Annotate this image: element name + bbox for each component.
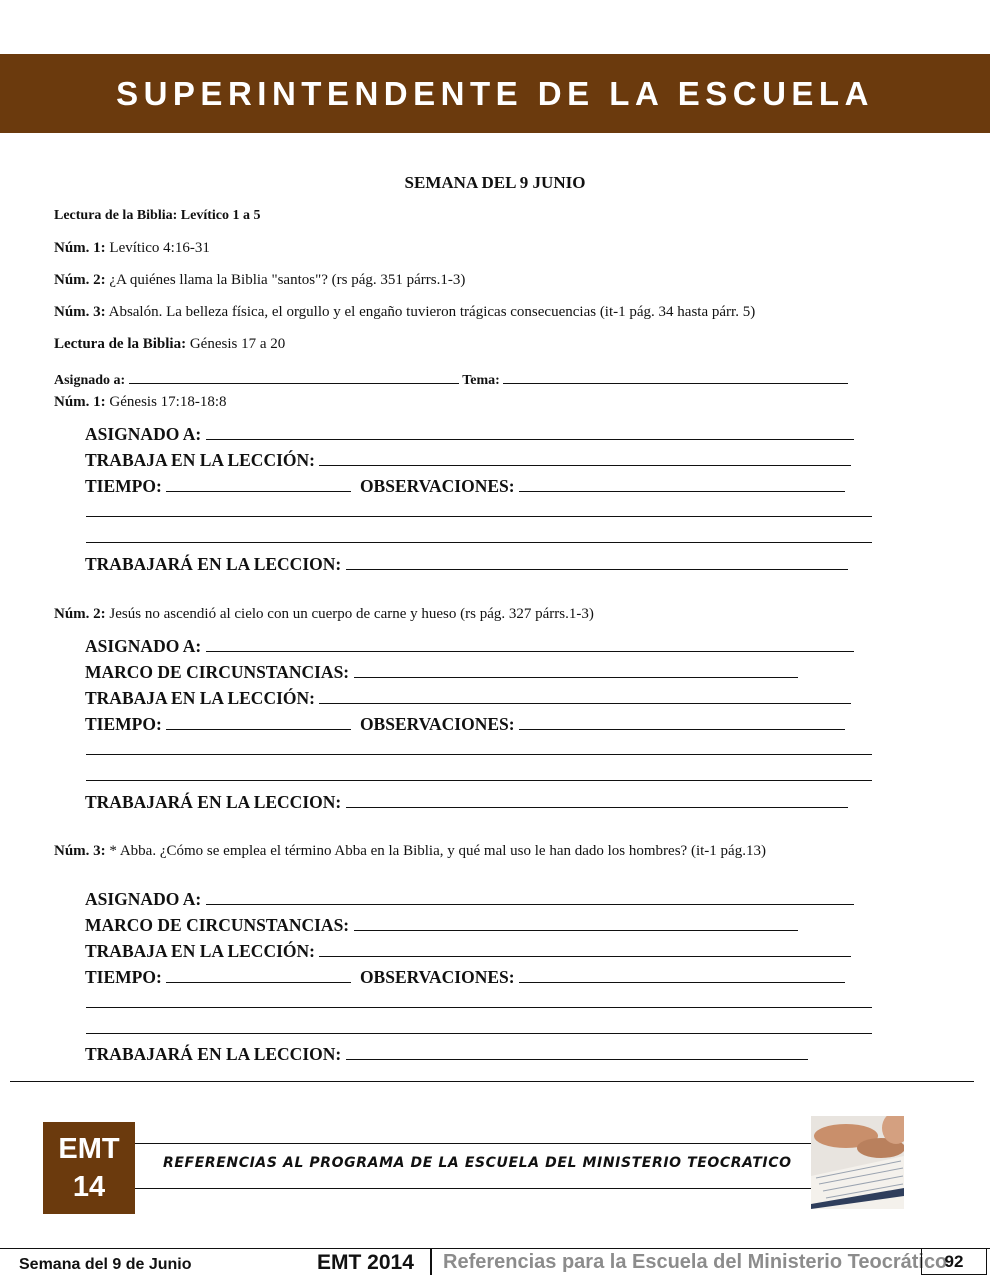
item1-rule-1[interactable]: [86, 516, 872, 517]
item1-time-obs: TIEMPO: OBSERVACIONES:: [85, 474, 845, 497]
page-footer: [0, 1248, 990, 1279]
footer-separator: [430, 1249, 432, 1275]
item2-time-obs: TIEMPO: OBSERVACIONES:: [85, 712, 845, 735]
page-title: SUPERINTENDENTE DE LA ESCUELA: [116, 74, 874, 112]
section-divider: [10, 1081, 974, 1082]
item3-rule-2[interactable]: [86, 1033, 872, 1034]
bible-photo-icon: [811, 1116, 904, 1209]
week-title: SEMANA DEL 9 JUNIO: [404, 173, 586, 192]
item3-setting-blank[interactable]: [354, 913, 798, 931]
item3-works-on: TRABAJA EN LA LECCIÓN:: [85, 939, 851, 962]
week2-item-3: Núm. 3: * Abba. ¿Cómo se emplea el término Abba en la Biblia, y qué mal uso le han dado los hombres? (it-1 pág.13): [54, 843, 766, 859]
item3-assigned: ASIGNADO A:: [85, 887, 854, 910]
item3-will-work-on: TRABAJARÁ EN LA LECCION:: [85, 1042, 808, 1065]
item1-works-on-blank[interactable]: [319, 448, 851, 466]
item2-works-on: TRABAJA EN LA LECCIÓN:: [85, 686, 851, 709]
item3-will-work-blank[interactable]: [346, 1042, 808, 1060]
ref-banner-text: REFERENCIAS AL PROGRAMA DE LA ESCUELA DEL MINISTERIO TEOCRATICO: [163, 1155, 792, 1171]
item1-assigned: ASIGNADO A:: [85, 422, 854, 445]
footer-reference: Referencias para la Escuela del Ministerio Teocrático: [443, 1251, 948, 1273]
item2-setting: MARCO DE CIRCUNSTANCIAS:: [85, 660, 798, 683]
item3-works-on-blank[interactable]: [319, 939, 851, 957]
item3-time-obs: TIEMPO: OBSERVACIONES:: [85, 965, 845, 988]
topic-blank[interactable]: [503, 366, 848, 384]
footer-emt: EMT 2014: [317, 1251, 414, 1274]
week2-item-2: Núm. 2: Jesús no ascendió al cielo con un cuerpo de carne y hueso (rs pág. 327 párrs.1-3): [54, 606, 594, 622]
page-number: 92: [921, 1249, 987, 1275]
item1-works-on: TRABAJA EN LA LECCIÓN:: [85, 448, 851, 471]
ref-line-bottom: [135, 1188, 811, 1189]
item1-time-blank[interactable]: [166, 474, 351, 492]
item1-assigned-blank[interactable]: [206, 422, 854, 440]
item2-will-work-blank[interactable]: [346, 790, 848, 808]
assigned-blank[interactable]: [129, 366, 459, 384]
footer-week: Semana del 9 de Junio: [19, 1256, 192, 1273]
item2-rule-1[interactable]: [86, 754, 872, 755]
week1-item-1: Núm. 1: Levítico 4:16-31: [54, 240, 210, 256]
item3-obs-blank[interactable]: [519, 965, 845, 983]
emt-badge: [43, 1122, 135, 1214]
item2-time-blank[interactable]: [166, 712, 351, 730]
item2-setting-blank[interactable]: [354, 660, 798, 678]
week1-item-3: Núm. 3: Absalón. La belleza física, el orgullo y el engaño tuvieron trágicas consecuencias (it-1 pág. 34 hasta párr. 5): [54, 304, 756, 320]
emt-badge-line1: EMT: [58, 1133, 120, 1165]
item2-rule-2[interactable]: [86, 780, 872, 781]
week2-item-1: Núm. 1: Génesis 17:18-18:8: [54, 394, 227, 410]
item2-assigned-blank[interactable]: [206, 634, 854, 652]
item1-obs-blank[interactable]: [519, 474, 845, 492]
item1-will-work-on: TRABAJARÁ EN LA LECCION:: [85, 552, 848, 575]
emt-badge-line2: 14: [72, 1171, 106, 1203]
week2-reading: Lectura de la Biblia: Génesis 17 a 20: [54, 336, 286, 352]
ref-line-top: [135, 1143, 811, 1144]
item3-time-blank[interactable]: [166, 965, 351, 983]
item2-works-on-blank[interactable]: [319, 686, 851, 704]
item3-rule-1[interactable]: [86, 1007, 872, 1008]
week2-assigned-row: Asignado a: Tema:: [54, 366, 848, 389]
item1-rule-2[interactable]: [86, 542, 872, 543]
item3-assigned-blank[interactable]: [206, 887, 854, 905]
item3-setting: MARCO DE CIRCUNSTANCIAS:: [85, 913, 798, 936]
item2-assigned: ASIGNADO A:: [85, 634, 854, 657]
item1-will-work-blank[interactable]: [346, 552, 848, 570]
week1-item-2: Núm. 2: ¿A quiénes llama la Biblia "santos"? (rs pág. 351 párrs.1-3): [54, 272, 466, 288]
header-banner: [0, 54, 990, 133]
week1-reading: Lectura de la Biblia: Levítico 1 a 5: [54, 208, 261, 223]
item2-obs-blank[interactable]: [519, 712, 845, 730]
item2-will-work-on: TRABAJARÁ EN LA LECCION:: [85, 790, 848, 813]
